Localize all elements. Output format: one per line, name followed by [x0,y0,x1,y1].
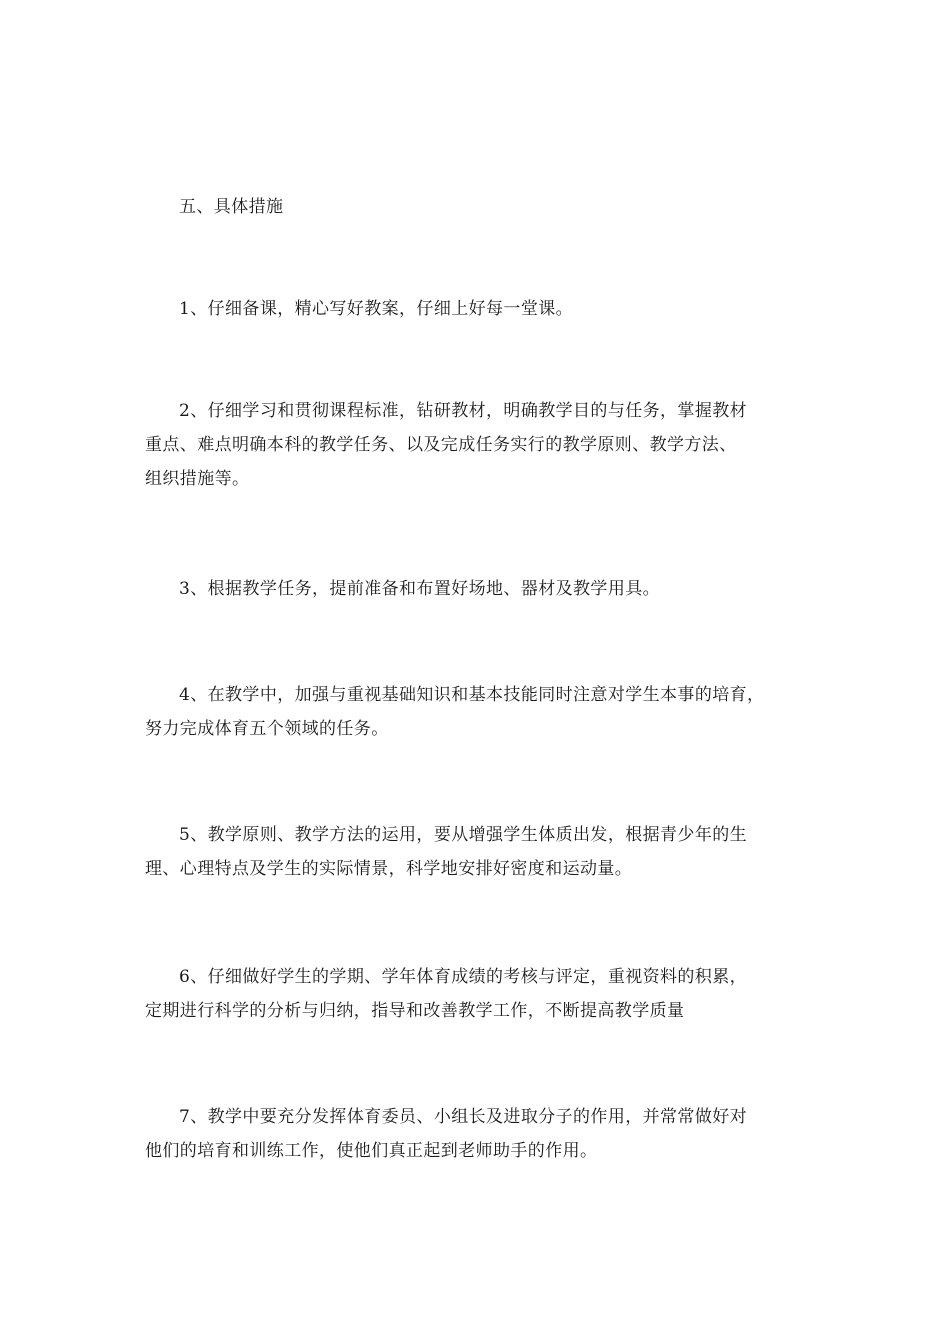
measure-item-5-line-1: 5、教学原则、教学方法的运用，要从增强学生体质出发，根据青少年的生 [179,825,748,845]
measure-item-5-line-2: 理、心理特点及学生的实际情景，科学地安排好密度和运动量。 [145,859,633,879]
measure-item-3-line-1: 3、根据教学任务，提前准备和布置好场地、器材及教学用具。 [179,579,661,599]
measure-item-7-line-2: 他们的培育和训练工作，使他们真正起到老师助手的作用。 [145,1141,598,1161]
measure-item-2-line-3: 组织措施等。 [145,469,250,489]
section-heading-text: 五、具体措施 [179,197,284,217]
measure-item-6 [145,960,825,1028]
measure-item-1-line-1: 1、仔细备课，精心写好教案，仔细上好每一堂课。 [179,299,574,319]
measure-item-4-line-1: 4、在教学中，加强与重视基础知识和基本技能同时注意对学生本事的培育， [179,685,765,705]
measure-item-2 [145,394,825,496]
measure-item-4 [145,678,825,746]
measure-item-4-line-2: 努力完成体育五个领域的任务。 [145,719,389,739]
section-heading [145,190,825,224]
measure-item-1 [145,292,825,326]
measure-item-2-line-1: 2、仔细学习和贯彻课程标准，钻研教材，明确教学目的与任务，掌握教材 [179,401,748,421]
measure-item-7 [145,1100,825,1168]
measure-item-6-line-1: 6、仔细做好学生的学期、学年体育成绩的考核与评定，重视资料的积累， [179,967,748,987]
measure-item-6-line-2: 定期进行科学的分析与归纳，指导和改善教学工作，不断提高教学质量 [145,1001,685,1021]
measure-item-5 [145,818,825,886]
measure-item-2-line-2: 重点、难点明确本科的教学任务、以及完成任务实行的教学原则、教学方法、 [145,435,737,455]
measure-item-7-line-1: 7、教学中要充分发挥体育委员、小组长及进取分子的作用，并常常做好对 [179,1107,748,1127]
measure-item-3 [145,572,825,606]
